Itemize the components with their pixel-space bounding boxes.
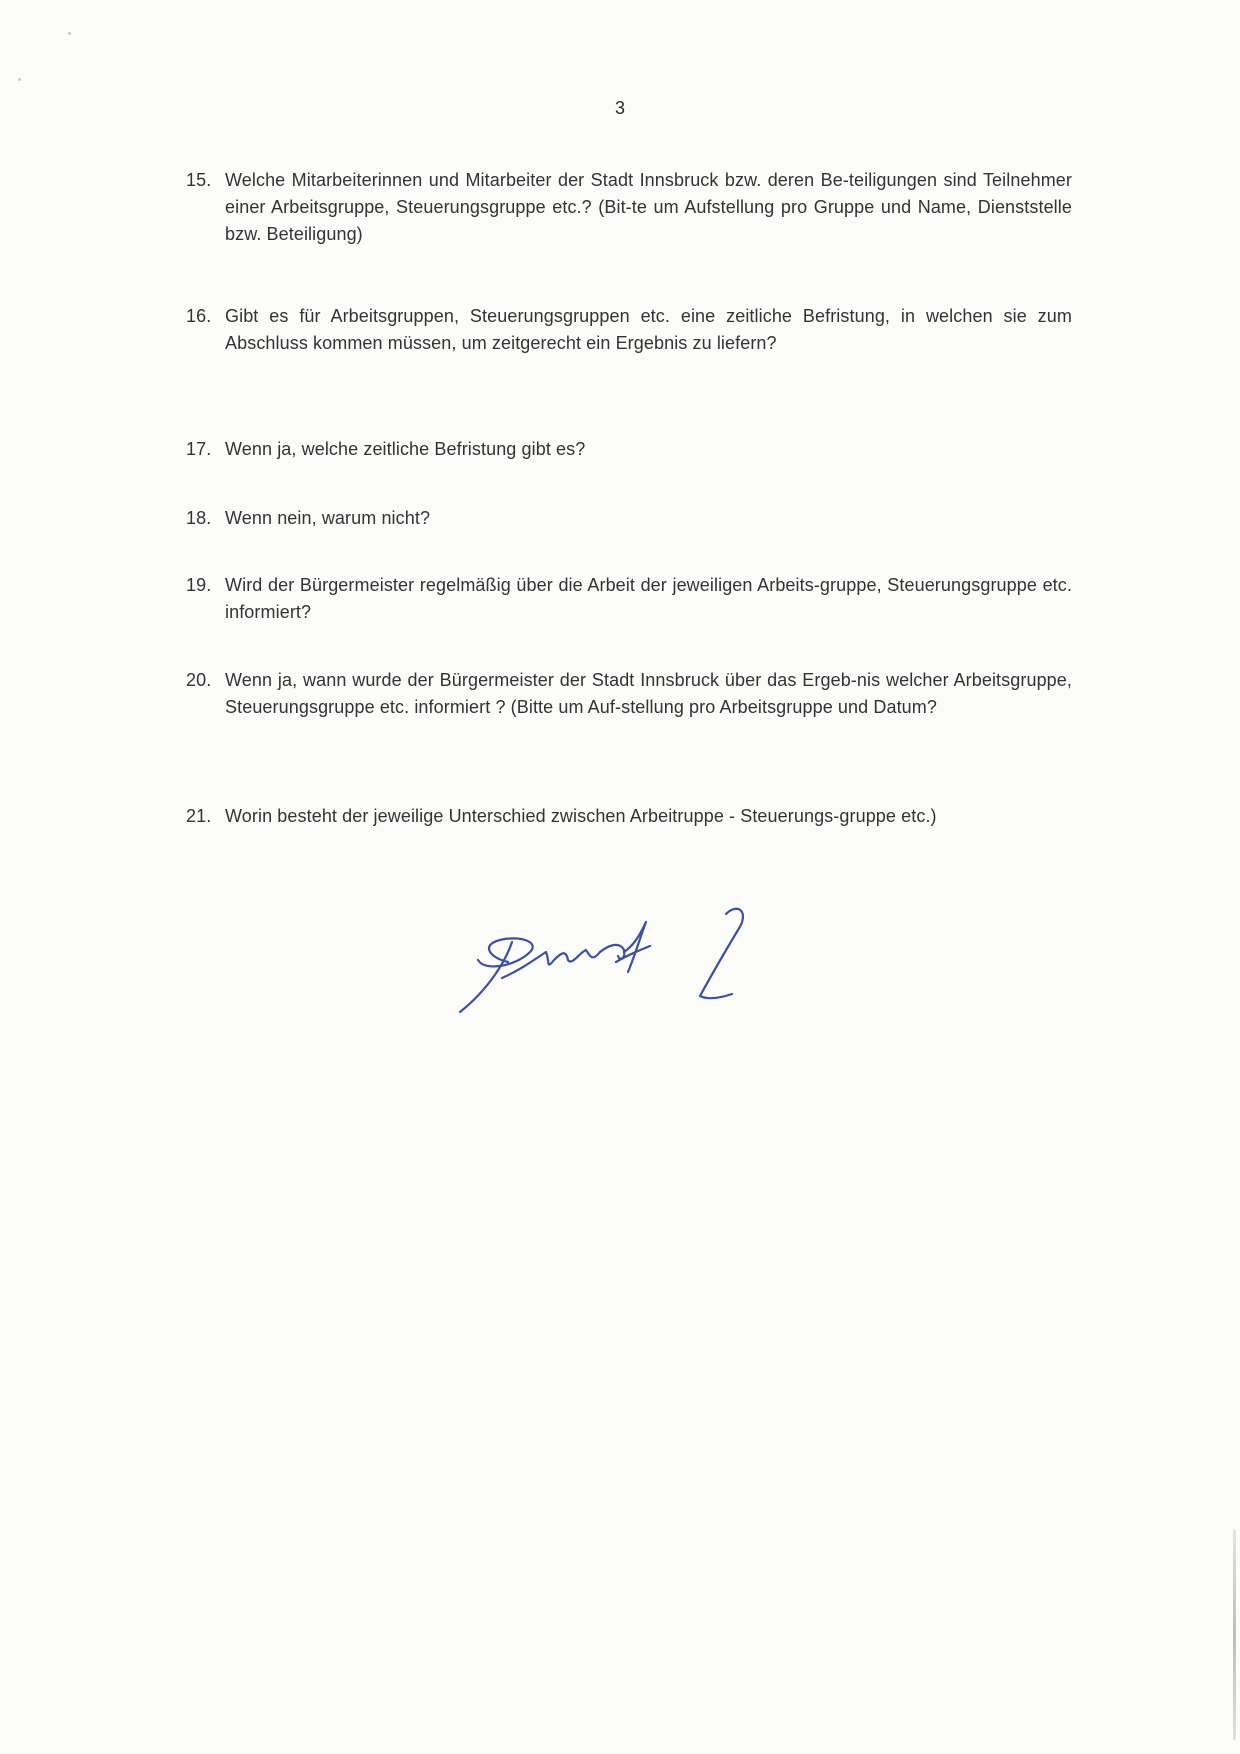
question-text: Welche Mitarbeiterinnen und Mitarbeiter der Stadt Innsbruck bzw. deren Be-teiligungen sind Teilnehmer einer Arbeitsgruppe, Steuerungsgruppe etc.? (Bit-te um Aufstellung pro Gruppe und Name, Dienststelle bzw. Beteiligung): [225, 170, 1072, 244]
question-number: 20.: [186, 670, 212, 690]
scan-speck: [68, 32, 71, 35]
question-item: [186, 303, 1072, 357]
question-text: Gibt es für Arbeitsgruppen, Steuerungsgruppen etc. eine zeitliche Befristung, in welchen sie zum Abschluss kommen müssen, um zeitgerecht ein Ergebnis zu liefern?: [225, 306, 1072, 353]
question-text: Worin besteht der jeweilige Unterschied zwischen Arbeitruppe - Steuerungs-gruppe etc.): [225, 806, 937, 826]
question-item: [186, 167, 1072, 248]
question-number: 17.: [186, 439, 212, 459]
question-item: [186, 667, 1072, 721]
question-item: [186, 436, 1072, 463]
question-number: 18.: [186, 508, 212, 528]
question-text: Wenn nein, warum nicht?: [225, 508, 431, 528]
question-text: Wird der Bürgermeister regelmäßig über die Arbeit der jeweiligen Arbeits-gruppe, Steuerungsgruppe etc. informiert?: [225, 575, 1072, 622]
signature-icon: [450, 900, 790, 1020]
question-number: 21.: [186, 806, 212, 826]
scan-speck: [18, 78, 21, 81]
question-number: 19.: [186, 575, 212, 595]
question-item: [186, 803, 1072, 830]
page-number: 3: [614, 98, 625, 118]
question-number: 16.: [186, 306, 212, 326]
question-text: Wenn ja, wann wurde der Bürgermeister der Stadt Innsbruck über das Ergeb-nis welcher Arbeitsgruppe, Steuerungsgruppe etc. informiert ? (Bitte um Auf-stellung pro Arbeitsgruppe und Datum?: [225, 670, 1072, 717]
question-item: [186, 505, 1072, 532]
question-item: [186, 572, 1072, 626]
scan-edge: [1233, 1530, 1236, 1740]
question-number: 15.: [186, 170, 212, 190]
question-text: Wenn ja, welche zeitliche Befristung gibt es?: [225, 439, 586, 459]
